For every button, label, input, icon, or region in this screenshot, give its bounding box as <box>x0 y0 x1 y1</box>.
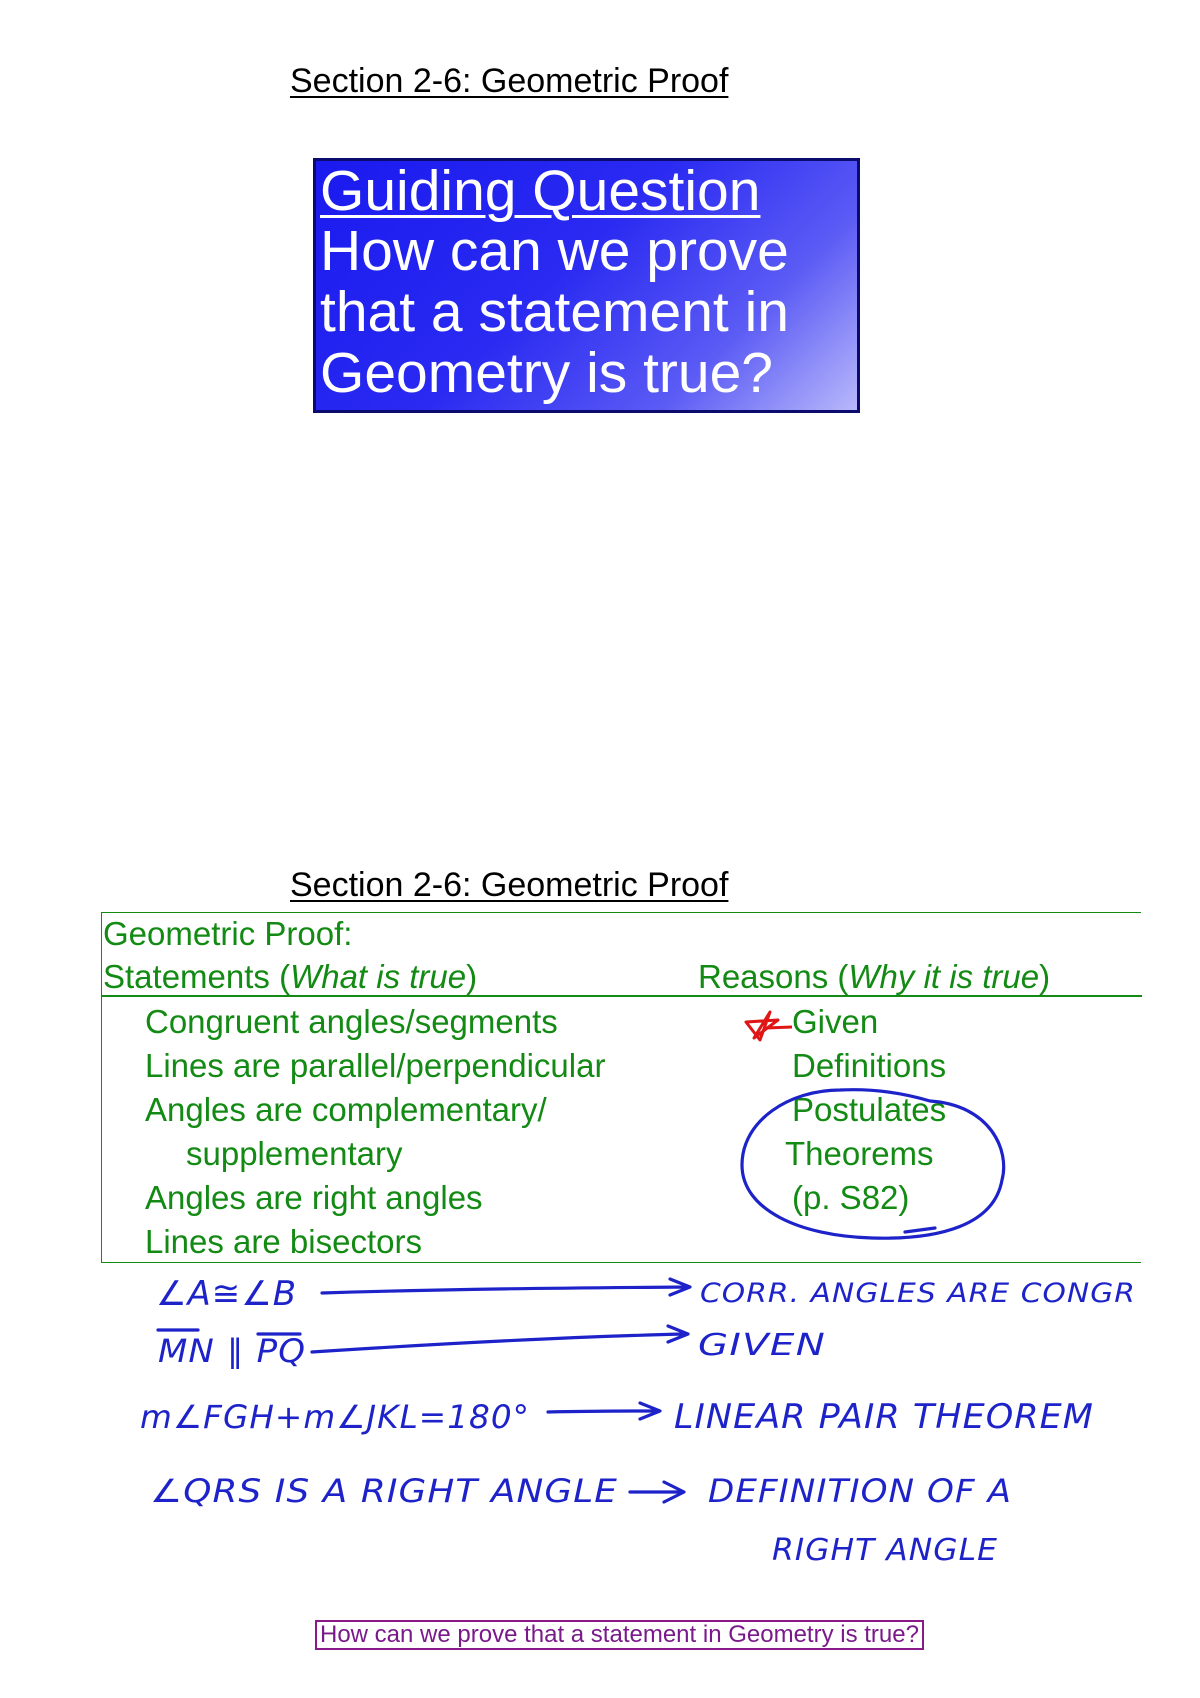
arrow-row2 <box>312 1326 688 1352</box>
statements-header-italic: What is true <box>290 958 467 995</box>
arrow-row3 <box>548 1403 660 1419</box>
slide1-title: Section 2-6: Geometric Proof <box>290 62 729 100</box>
proof-heading: Geometric Proof: <box>103 915 353 952</box>
reasons-header-italic: Why it is true <box>848 958 1040 995</box>
circle-annotation <box>742 1090 1004 1239</box>
reason-item: Given <box>792 1003 879 1040</box>
star-tail <box>766 1027 792 1028</box>
hw-row1-right: CORR. ANGLES ARE CONGR <box>700 1278 1136 1309</box>
statements-header-label: Statements ( <box>103 958 291 995</box>
reason-item: Theorems <box>785 1135 934 1172</box>
statements-header-close: ) <box>466 958 478 995</box>
statement-item: Congruent angles/segments <box>145 1003 558 1040</box>
reasons-header-label: Reasons ( <box>698 958 849 995</box>
reason-item: (p. S82) <box>792 1179 910 1216</box>
hw-row2-left: MN ∥ PQ <box>158 1332 306 1370</box>
statement-item: supplementary <box>186 1135 403 1172</box>
reason-item: Definitions <box>792 1047 947 1084</box>
reason-item: Postulates <box>792 1091 947 1128</box>
slide2-title: Section 2-6: Geometric Proof <box>290 866 729 904</box>
hw-row3-right: LINEAR PAIR THEOREM <box>674 1397 1094 1437</box>
arrow-row1 <box>322 1279 690 1295</box>
hw-row4-left: ∠QRS IS A RIGHT ANGLE <box>150 1472 618 1510</box>
statement-item: Angles are complementary/ <box>145 1091 547 1128</box>
statement-item: Angles are right angles <box>145 1179 483 1216</box>
star-icon <box>746 1012 778 1040</box>
hw-row4-right-2: RIGHT ANGLE <box>772 1533 998 1568</box>
guiding-question-text: How can we prove that a statement in Geometry is true? <box>320 219 789 405</box>
footer-guiding-question: How can we prove that a statement in Geometry is true? <box>315 1620 924 1650</box>
hw-row1-left: ∠A≅∠B <box>156 1274 298 1314</box>
reasons-header-close: ) <box>1039 958 1051 995</box>
circle-tail <box>905 1228 935 1232</box>
hw-row3-left: m∠FGH+m∠JKL=180° <box>140 1398 530 1436</box>
statement-item: Lines are parallel/perpendicular <box>145 1047 606 1084</box>
arrow-row4 <box>630 1482 684 1502</box>
guiding-question-heading: Guiding Question <box>320 159 761 223</box>
hw-row2-right: GIVEN <box>698 1328 826 1363</box>
hw-row4-right-1: DEFINITION OF A <box>708 1472 1012 1510</box>
statement-item: Lines are bisectors <box>145 1223 422 1260</box>
